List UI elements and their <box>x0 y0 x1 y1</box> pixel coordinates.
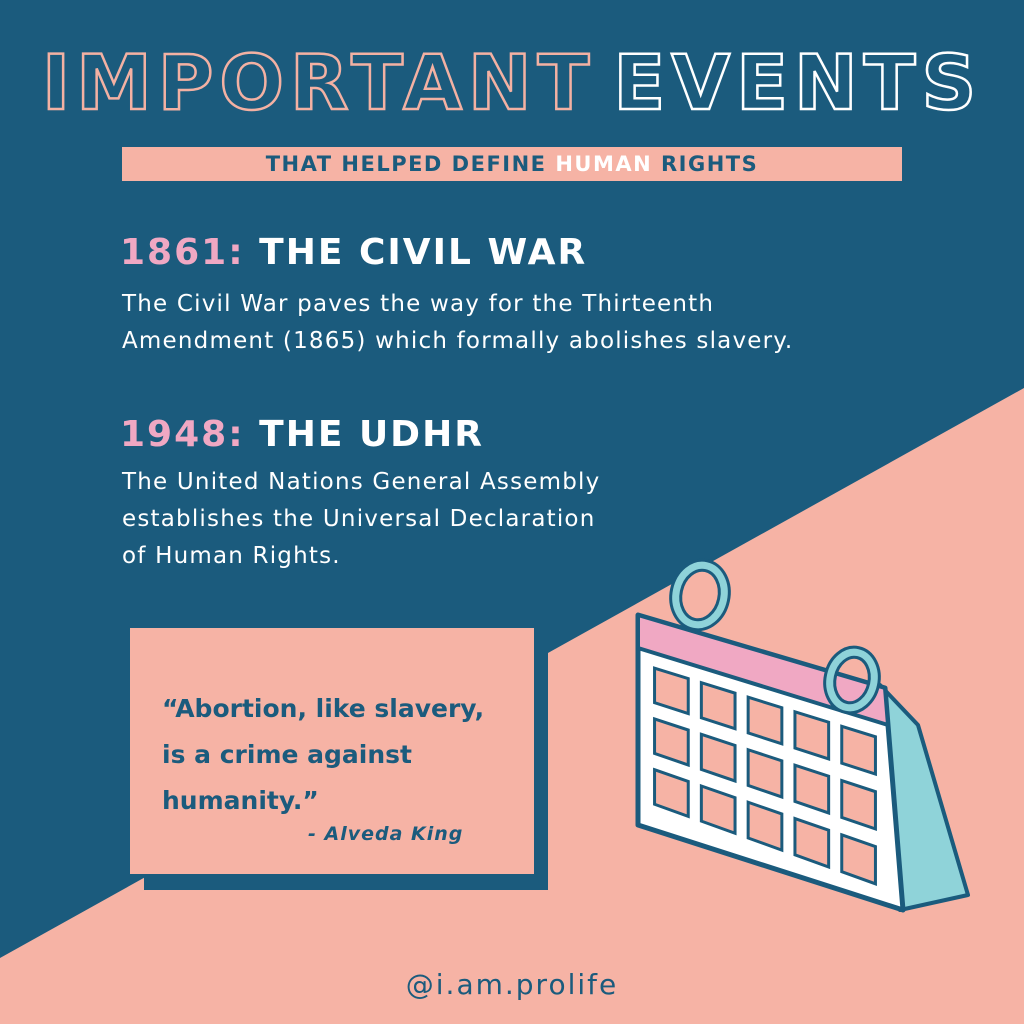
quote-line: is a crime against <box>162 740 412 769</box>
event-description-udhr <box>122 464 600 575</box>
event-heading-udhr <box>120 414 484 455</box>
event-line: Amendment (1865) which formally abolishes slavery. <box>122 328 794 354</box>
title-word-events: EVENTS <box>613 38 983 127</box>
quote-line: humanity.” <box>162 786 319 815</box>
calendar-icon <box>600 550 1000 950</box>
event-line: The Civil War paves the way for the Thirteenth <box>122 291 715 317</box>
quote-author: - Alveda King <box>308 823 464 845</box>
event-line: establishes the Universal Declaration <box>122 506 596 532</box>
event-year: 1861: <box>120 232 245 273</box>
event-title: THE CIVIL WAR <box>259 232 588 273</box>
event-heading-civil-war <box>120 232 587 273</box>
calendar-ring-left <box>670 561 729 630</box>
page-title <box>0 38 1024 127</box>
event-line: of Human Rights. <box>122 543 341 569</box>
quote-box <box>130 628 534 874</box>
event-title: THE UDHR <box>259 414 484 455</box>
title-word-important: IMPORTANT <box>41 38 596 127</box>
subtitle-after: RIGHTS <box>652 152 759 176</box>
subtitle-banner <box>122 147 902 181</box>
quote-text <box>162 686 484 824</box>
social-handle: @i.am.prolife <box>405 968 619 1001</box>
quote-line: “Abortion, like slavery, <box>162 694 485 723</box>
event-description-civil-war <box>122 286 793 360</box>
subtitle-before: THAT HELPED DEFINE <box>265 152 556 176</box>
event-year: 1948: <box>120 414 245 455</box>
event-line: The United Nations General Assembly <box>122 469 601 495</box>
subtitle-highlight: HUMAN <box>555 152 653 176</box>
